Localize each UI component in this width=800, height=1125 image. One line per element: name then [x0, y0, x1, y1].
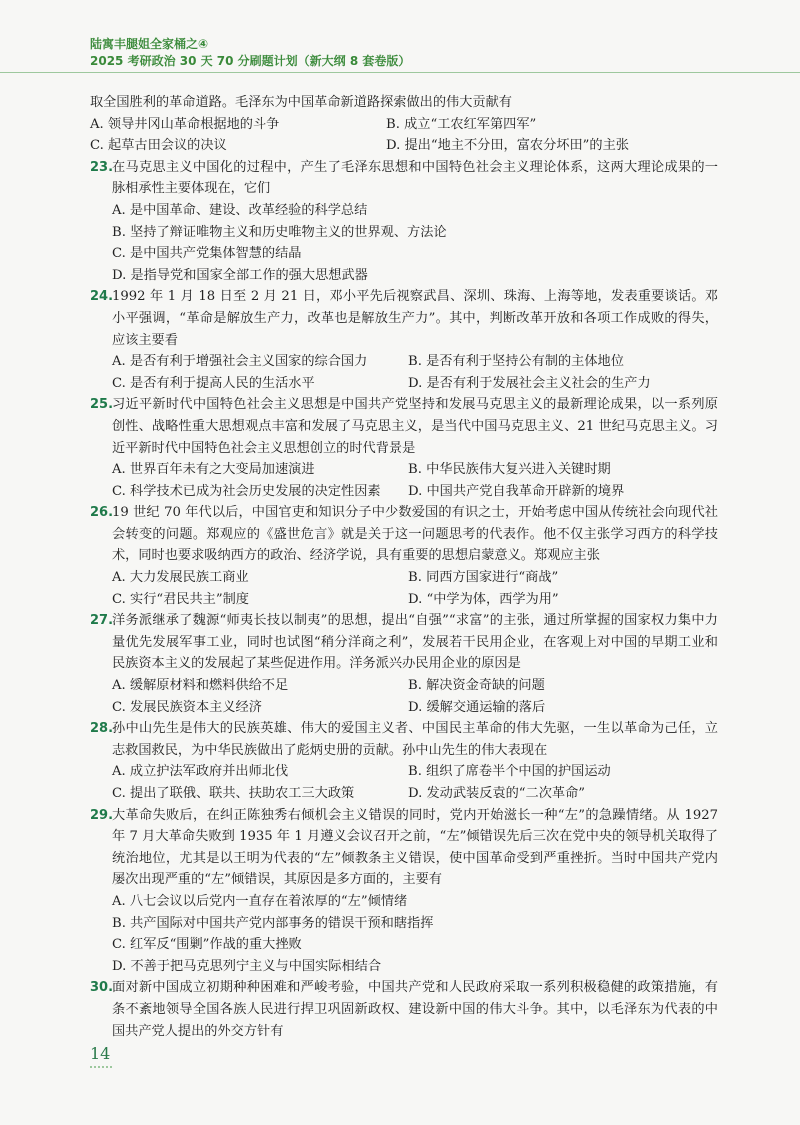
- options-block: [90, 459, 718, 502]
- option-c: C. 起草古田会议的决议: [90, 138, 227, 154]
- option-b: B. 是否有利于坚持公有制的主体地位: [408, 354, 624, 370]
- page-content: [90, 92, 718, 1042]
- option-b: B. 共产国际对中国共产党内部事务的错误干预和瞎指挥: [112, 915, 434, 931]
- question-number: 29.: [90, 807, 114, 823]
- question-number: 24.: [90, 289, 114, 305]
- options-row: [112, 761, 718, 783]
- options-block: [90, 761, 718, 804]
- question-25: [90, 394, 718, 502]
- option-b: B. 中华民族伟大复兴进入关键时期: [408, 462, 611, 478]
- header-series-title: 陆寓丰腿姐全家桶之④: [90, 37, 209, 51]
- question-24: [90, 286, 718, 394]
- question-text: 孙中山先生是伟大的民族英雄、伟大的爱国主义者、中国民主革命的伟大先驱，一生以革命为己任，立志救国救民，为中华民族做出了彪炳史册的贡献。孙中山先生的伟大表现在: [112, 721, 718, 758]
- option-a: A. 大力发展民族工商业: [112, 570, 249, 586]
- question-28: [90, 718, 718, 804]
- options-block: [90, 200, 718, 286]
- option-a: A. 领导井冈山革命根据地的斗争: [90, 116, 280, 132]
- page-header: [90, 36, 410, 70]
- options-row: [90, 114, 718, 136]
- option-d: D. 中国共产党自我革命开辟新的境界: [408, 483, 625, 499]
- question-text: 19 世纪 70 年代以后，中国官吏和知识分子中少数爱国的有识之士，开始考虑中国从传统社会向现代社会转变的问题。郑观应的《盛世危言》就是关于这一问题思考的代表作。他不仅主张学习西方的科学技术，同时也要求吸纳西方的政治、经济学说，具有重要的思想启蒙意义。郑观应主张: [112, 505, 718, 564]
- question-text: 大革命失败后，在纠正陈独秀右倾机会主义错误的同时，党内开始滋长一种“左”的急躁情绪。从 1927 年 7 月大革命失败到 1935 年 1 月遵义会议召开之前，“左”倾错误先后三次在党中央的领导机关取得了统治地位，尤其是以王明为代表的“左”倾教条主义错误，使中国革命受到严重挫折。当时中国共产党内屡次出现严重的“左”倾错误，其原因是多方面的，主要有: [112, 807, 718, 888]
- option-c: C. 是中国共产党集体智慧的结晶: [112, 246, 302, 262]
- option-c: C. 是否有利于提高人民的生活水平: [112, 375, 315, 391]
- question-number: 27.: [90, 613, 114, 629]
- option-c: C. 提出了联俄、联共、扶助农工三大政策: [112, 786, 355, 801]
- options-row: [112, 373, 718, 395]
- option-b: B. 解决资金奇缺的问题: [408, 678, 545, 694]
- header-book-title: 2025 考研政治 30 天 70 分刷题计划（新大纲 8 套卷版）: [90, 54, 411, 68]
- option-d: D. “中学为体，西学为用”: [408, 591, 559, 607]
- option-b: B. 同西方国家进行“商战”: [408, 570, 559, 586]
- option-b: B. 成立“工农红军第四军”: [386, 116, 537, 132]
- options-row: [90, 135, 718, 157]
- options-row: [112, 675, 718, 697]
- question-text: 1992 年 1 月 18 日至 2 月 21 日，邓小平先后视察武昌、深圳、珠海、上海等地，发表重要谈话。邓小平强调，“革命是解放生产力，改革也是解放生产力”。其中，判断改革开放和各项工作成败的得失，应该主要看: [112, 289, 718, 348]
- options-block: [90, 891, 718, 977]
- options-row: [112, 589, 718, 611]
- question-26: [90, 502, 718, 610]
- header-divider: [0, 72, 800, 73]
- options-row: [112, 783, 718, 805]
- option-a: A. 是否有利于增强社会主义国家的综合国力: [112, 354, 368, 370]
- options-row: [112, 567, 718, 589]
- question-text: 习近平新时代中国特色社会主义思想是中国共产党坚持和发展马克思主义的最新理论成果，以一系列原创性、战略性重大思想观点丰富和发展了马克思主义，是当代中国马克思主义、21 世纪马克思主义。习近平新时代中国特色社会主义思想创立的时代背景是: [112, 397, 718, 456]
- footer-decoration: [90, 1066, 112, 1068]
- options-row: [112, 697, 718, 719]
- option-d: D. 缓解交通运输的落后: [408, 699, 546, 715]
- options-block: [90, 675, 718, 718]
- option-c: C. 实行“君民共主”制度: [112, 591, 249, 607]
- options-row: [112, 351, 718, 373]
- option-b: B. 组织了席卷半个中国的护国运动: [408, 764, 611, 780]
- option-a: A. 是中国革命、建设、改革经验的科学总结: [112, 202, 368, 218]
- options-block: [90, 567, 718, 610]
- option-d: D. 发动武装反袁的“二次革命”: [408, 786, 586, 801]
- question-number: 25.: [90, 397, 114, 413]
- option-c: C. 发展民族资本主义经济: [112, 699, 262, 715]
- question-number: 23.: [90, 159, 114, 175]
- option-d: D. 是否有利于发展社会主义社会的生产力: [408, 375, 651, 391]
- options-row: [112, 481, 718, 503]
- question-30: [90, 977, 718, 1042]
- option-a: A. 世界百年未有之大变局加速演进: [112, 462, 315, 478]
- option-d: D. 不善于把马克思列宁主义与中国实际相结合: [112, 958, 382, 974]
- option-c: C. 科学技术已成为社会历史发展的决定性因素: [112, 483, 381, 499]
- question-23: [90, 157, 718, 287]
- option-b: B. 坚持了辩证唯物主义和历史唯物主义的世界观、方法论: [112, 224, 447, 240]
- option-a: A. 成立护法军政府并出师北伐: [112, 764, 289, 780]
- question-29: [90, 805, 718, 978]
- question-22-continuation: [90, 92, 718, 157]
- question-text: 在马克思主义中国化的过程中，产生了毛泽东思想和中国特色社会主义理论体系，这两大理论成果的一脉相承性主要体现在，它们: [112, 159, 718, 197]
- options-row: [112, 459, 718, 481]
- option-d: D. 是指导党和国家全部工作的强大思想武器: [112, 267, 368, 283]
- option-a: A. 缓解原材料和燃料供给不足: [112, 678, 289, 694]
- option-d: D. 提出“地主不分田，富农分坏田”的主张: [386, 138, 629, 154]
- options-block: [90, 114, 718, 157]
- page-number: 14: [90, 1044, 111, 1063]
- question-text: 面对新中国成立初期种种困难和严峻考验，中国共产党和人民政府采取一系列积极稳健的政策措施，有条不紊地领导全国各族人民进行捍卫巩固新政权、建设新中国的伟大斗争。其中，以毛泽东为代表的中国共产党人提出的外交方针有: [112, 980, 718, 1039]
- question-27: [90, 610, 718, 718]
- options-block: [90, 351, 718, 394]
- option-c: C. 红军反“围剿”作战的重大挫败: [112, 937, 302, 953]
- question-number: 28.: [90, 721, 114, 737]
- question-number: 30.: [90, 980, 114, 996]
- question-text: 洋务派继承了魏源“师夷长技以制夷”的思想，提出“自强”“求富”的主张，通过所掌握的国家权力集中力量优先发展军事工业，同时也试图“稍分洋商之利”，发展若干民用企业，在客观上对中国的早期工业和民族资本主义的发展起了某些促进作用。洋务派兴办民用企业的原因是: [112, 613, 718, 672]
- option-a: A. 八七会议以后党内一直存在着浓厚的“左”倾情绪: [112, 893, 408, 909]
- question-number: 26.: [90, 505, 114, 521]
- question-text: 取全国胜利的革命道路。毛泽东为中国革命新道路探索做出的伟大贡献有: [90, 95, 512, 110]
